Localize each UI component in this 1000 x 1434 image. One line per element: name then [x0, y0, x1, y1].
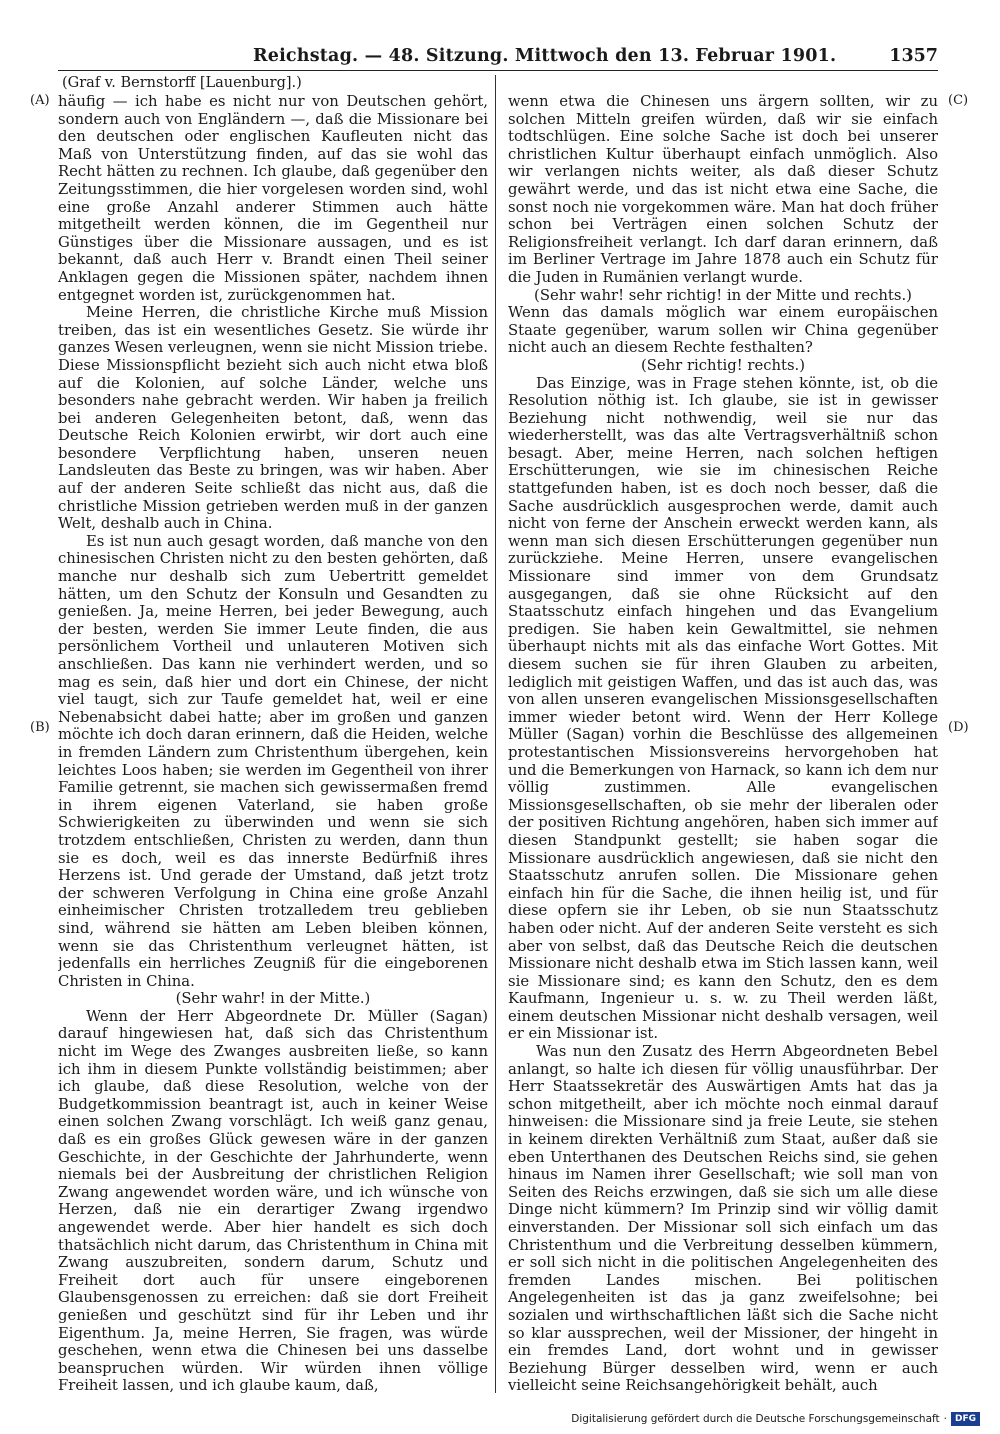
header-rule [58, 70, 938, 71]
right-column-paragraph: (Sehr wahr! sehr richtig! in der Mitte und rechts.) [534, 286, 912, 304]
right-column-paragraph: Das Einzige, was in Frage stehen könnte, ist, ob die Resolution nöthig ist. Ich glaube, sie ist in gewisser Beziehung nicht nothwendig, weil sie nur das wiederherstellt, was das alte Vertragsverhältniß schon besagt. Aber, meine Herren, nach solchen heftigen Erschütterungen, wie sie im chinesischen Reiche stattgefunden haben, ist es doch noch besser, daß die Sache ausdrücklich ausgesprochen werde, damit auch nicht von ferne der Anschein erweckt werden kann, als wenn man sich diesen Erschütterungen gegenüber nun zurückziehe. Meine Herren, unsere evangelischen Missionare sind immer von dem Grundsatz ausgegangen, daß sie ohne Rücksicht auf den Staatsschutz einfach hingehen und das Evangelium predigen. Sie haben kein Gewaltmittel, sie nehmen überhaupt nichts mit als das einfache Wort Gottes. Mit diesem suchen sie für ihren Glauben zu arbeiten, lediglich mit geistigen Waffen, und das ist auch das, was von allen unseren evangelischen Missionsgesellschaften immer wieder betont wird. Wenn der Herr Kollege Müller (Sagan) vorhin die Beschlüsse des allgemeinen protestantischen Missionsvereins hervorgehoben hat und die Bemerkungen von Harnack, so kann ich dem nur völlig zustimmen. Alle evangelischen Missionsgesellschaften, ob sie mehr der liberalen oder der positiven Richtung angehören, haben sich immer auf diesen Standpunkt gestellt; sie haben sogar die Missionare ausdrücklich angewiesen, daß sie nicht den Staatsschutz anrufen sollen. Die Missionare gehen einfach hin für die Sache, die ihnen heilig ist, und für diese opfern sie ihr Leben, ob sie nun Staatsschutz haben oder nicht. Auf der anderen Seite versteht es sich aber von selbst, daß das Deutsche Reich die deutschen Missionare nicht deshalb etwa im Stich lassen kann, weil sie Missionare sind; es kann den Schutz, den es dem Kaufmann, Ingenieur u. s. w. zu Theil werden läßt, einem deutschen Missionar nicht deshalb versagen, weil er ein Missionar ist. [508, 374, 938, 1043]
right-column-paragraph: Wenn das damals möglich war einem europäischen Staate gegenüber, warum sollen wir China gegenüber nicht auch an diesem Rechte festhalten? [508, 304, 938, 357]
running-title: Reichstag. — 48. Sitzung. Mittwoch den 13. Februar 1901. [253, 46, 837, 66]
page-footer: Digitalisierung gefördert durch die Deutsche Forschungsgemeinschaft · DFG [571, 1412, 980, 1426]
dfg-logo: DFG [951, 1412, 980, 1426]
page-header [58, 46, 938, 72]
speaker-line: (Graf v. Bernstorff [Lauenburg].) [62, 75, 302, 91]
right-column [508, 93, 938, 1393]
page-number: 1357 [889, 46, 938, 66]
left-column-paragraph: häufig — ich habe es nicht nur von Deutschen gehört, sondern auch von Engländern —, daß die Missionare bei den deutschen oder englischen Kaufleuten nicht das Maß von Unterstützung finden, auf das sie wohl das Recht hätten zu rechnen. Ich glaube, daß gegenüber den Zeitungsstimmen, die hier vorgelesen worden sind, wohl eine große Anzahl anderer Stimmen auch hätte mitgetheilt werden können, die im Gegentheil nur Günstiges über die Missionare aussagen, und es ist bekannt, daß auch Herr v. Brandt einen Theil seiner Anklagen gegen die Missionen später, nachdem ihnen entgegnet worden ist, zurückgenommen hat. [58, 93, 488, 304]
margin-marker-b: (B) [30, 720, 50, 735]
left-column-paragraph: (Sehr wahr! in der Mitte.) [175, 990, 371, 1008]
right-column-paragraph: wenn etwa die Chinesen uns ärgern sollten, wir zu solchen Mitteln greifen würden, daß wir sie einfach todtschlügen. Eine solche Sache ist doch bei unserer christlichen Kultur überhaupt einfach unmöglich. Also wir verlangen nichts weiter, als daß dieser Schutz gewährt werde, und das ist nicht etwa eine Sache, die sonst noch nie vorgekommen wäre. Man hat doch früher schon bei Verträgen einen solchen Schutz der Religionsfreiheit verlangt. Ich darf daran erinnern, daß im Berliner Vertrage im Jahre 1878 auch ein Schutz für die Juden in Rumänien verlangt wurde. [508, 93, 938, 286]
margin-marker-c: (C) [948, 93, 969, 108]
right-column-paragraph: Was nun den Zusatz des Herrn Abgeordneten Bebel anlangt, so halte ich diesen für völlig unausführbar. Der Herr Staatssekretär des Auswärtigen Amts hat das ja schon mitgetheilt, aber ich möchte noch einmal darauf hinweisen: die Missionare sind ja freie Leute, sie stehen in keinem direkten Verhältniß zum Staat, außer daß sie eben Unterthanen des Deutschen Reichs sind, sie gehen hinaus im Namen ihrer Gesellschaft; wie soll man von Seiten des Reichs erzwingen, daß sie sich um alle diese Dinge nicht kümmern? Im Prinzip sind wir völlig damit einverstanden. Der Missionar soll sich einfach um das Christenthum und die Verbreitung desselben kümmern, er soll sich nicht in die politischen Angelegenheiten des fremden Landes mischen. Bei politischen Angelegenheiten ist das ja ganz zweifelsohne; bei sozialen und wirthschaftlichen läßt sich die Sache nicht so klar aussprechen, weil der Missioner, der hingeht in ein fremdes Land, dort wohnt und in gewisser Beziehung Bürger desselben wird, wenn er auch vielleicht seine Reichsangehörigkeit behält, auch [508, 1043, 938, 1393]
left-column-paragraph: Meine Herren, die christliche Kirche muß Mission treiben, das ist ein wesentliches Gesetz. Sie würde ihr ganzes Wesen verleugnen, wenn sie nicht Mission triebe. Diese Missionspflicht bezieht sich auch nicht etwa bloß auf die Kolonien, auf solche Länder, welche uns besonders nahe gebracht werden. Wir haben ja freilich bei anderen Gelegenheiten betont, daß, wenn das Deutsche Reich Kolonien erwirbt, wir dort auch eine besondere Verpflichtung haben, unseren neuen Landsleuten das Beste zu bringen, was wir haben. Aber auf der anderen Seite schließt das nicht aus, daß die christliche Mission getrieben werden muß in der ganzen Welt, deshalb auch in China. [58, 304, 488, 533]
margin-marker-a: (A) [30, 93, 50, 108]
right-column-paragraph: (Sehr richtig! rechts.) [640, 356, 806, 374]
left-column-paragraph: Es ist nun auch gesagt worden, daß manche von den chinesischen Christen nicht zu den besten gehörten, daß manche nur deshalb sich zum Uebertritt gemeldet hätten, um den Schutz der Konsuln und Gesandten zu genießen. Ja, meine Herren, bei jeder Bewegung, auch der besten, werden Sie immer Leute finden, die aus persönlichem Vortheil und unlauteren Motiven sich anschließen. Das kann nie verhindert werden, und so mag es sein, daß hier und dort ein Chinese, der nicht viel taugt, sich zur Taufe gemeldet hat, weil er eine Nebenabsicht dabei hatte; aber im großen und ganzen möchte ich doch daran erinnern, daß die Heiden, welche in fremden Ländern zum Christenthum übergehen, kein leichtes Loos haben; sie werden im Gegentheil von ihrer Familie getrennt, sie machen sich gewissermaßen fremd in ihrem eigenen Vaterland, sie haben große Schwierigkeiten zu überwinden und wenn sie sich trotzdem entschließen, Christen zu werden, dann thun sie es doch, weil es das innerste Bedürfniß ihres Herzens ist. Und gerade der Umstand, daß jetzt trotz der schweren Verfolgung in China eine große Anzahl einheimischer Christen trotzalledem treu geblieben sind, während sie hätten am Leben bleiben können, wenn sie das Christenthum verleugnet hätten, ist jedenfalls ein herrliches Zeugniß für die eingeborenen Christen in China. [58, 532, 488, 990]
left-column-paragraph: Wenn der Herr Abgeordnete Dr. Müller (Sagan) darauf hingewiesen hat, daß sich das Christenthum nicht im Wege des Zwanges ausbreiten ließe, so kann ich ihm in diesem Punkte vollständig beistimmen; aber ich glaube, daß diese Resolution, welche von der Budgetkommission beantragt ist, auch in keiner Weise einen solchen Zwang vorschlägt. Ich weiß ganz genau, daß es ein großes Glück gewesen wäre in der ganzen Geschichte, in der Geschichte der Jahrhunderte, wenn niemals bei der Ausbreitung der christlichen Religion Zwang angewendet worden wäre, und ich wünsche von Herzen, daß nie ein derartiger Zwang irgendwo angewendet werde. Aber hier handelt es sich doch thatsächlich nicht darum, das Christenthum in China mit Zwang auszubreiten, sondern darum, Schutz und Freiheit dort auch für unsere eingeborenen Glaubensgenossen zu erreichen: daß sie dort Freiheit genießen und geschützt sind für ihr Leben und ihr Eigenthum. Ja, meine Herren, Sie fragen, was würde geschehen, wenn etwa die Chinesen bei uns dasselbe beanspruchen würden. Wir würden ihnen völlige Freiheit lassen, und ich glaube kaum, daß, [58, 1007, 488, 1393]
margin-marker-d: (D) [948, 720, 969, 735]
left-column [58, 93, 488, 1393]
column-divider [495, 75, 496, 1393]
footer-credit: Digitalisierung gefördert durch die Deutsche Forschungsgemeinschaft [571, 1413, 940, 1425]
